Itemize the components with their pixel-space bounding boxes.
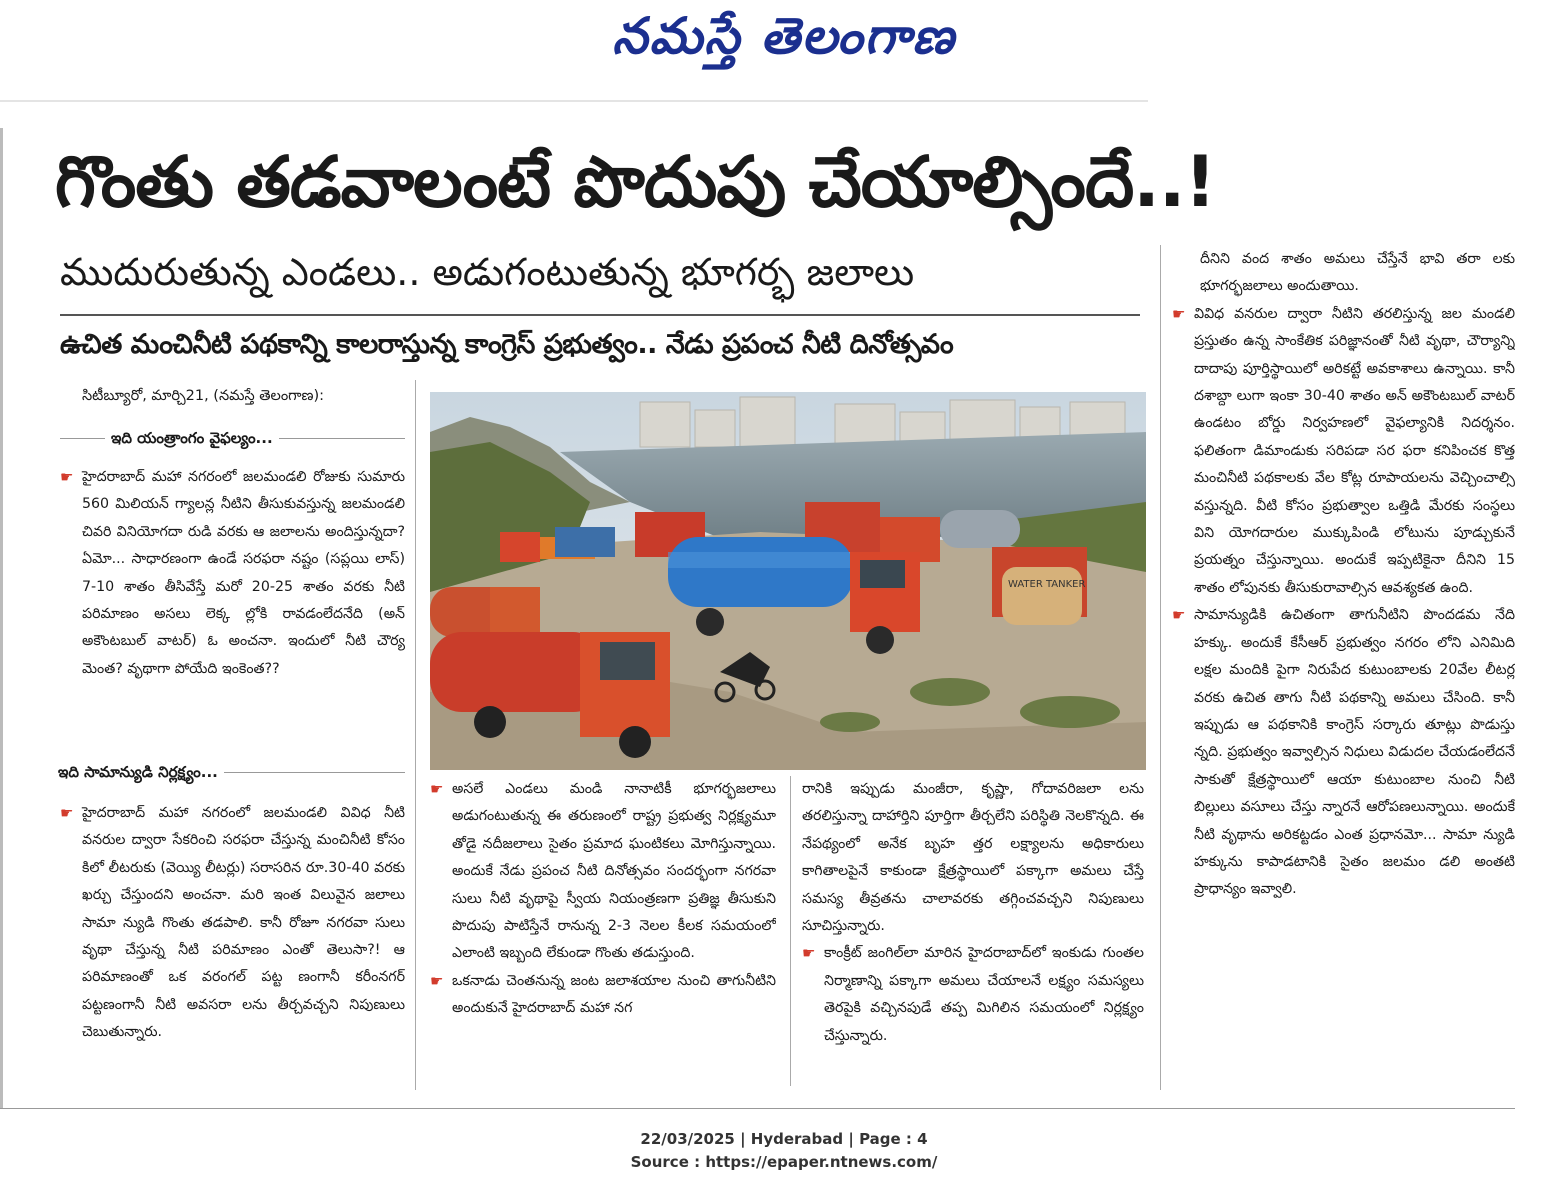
paragraph-text: అసలే ఎండలు మండి నానాటికీ భూగర్భజలాలు అడుగంటుతున్న ఈ తరుణంలో రాష్ట్ర ప్రభుత్వ నిర్లక్ష్యమూ తోడై నదీజలాలు సైతం ప్రమాద ఘంటికలు మోగిస్తున్నాయి. అందుకే నేడు ప్రపంచ నీటి దినోత్సవం సందర్భంగా నగరవా సులు నీటి వృథాపై స్వీయ నియంత్రణగా ప్రతిజ్ఞ తీసుకుని పొదుపు పాటిస్తేనే రానున్న 2-3 నెలల కీలక సమయంలో ఎలాంటి ఇబ్బంది లేకుండా గొంతు తడుస్తుంది. [452,781,776,962]
hand-pointer-icon: ☛ [802,944,816,963]
paragraph [1172,246,1515,301]
subheadline: ముదురుతున్న ఎండలు.. అడుగంటుతున్న భూగర్భ జలాలు [60,250,915,294]
paragraph [60,800,405,1047]
news-photo-water-tankers [430,392,1146,770]
paragraph-text: రానికి ఇప్పుడు మంజీరా, కృష్ణా, గోదావరిజలా లను తరలిస్తున్నా దాహార్తిని పూర్తిగా తీర్చలేని పరిస్థితి నెలకొన్నది. ఈ నేపథ్యంలో అనేక బృహ త్తర లక్ష్యాలను అధికారులు కాగితాలపైనే కాకుండా క్షేత్రస్థాయిలో పక్కాగా అమలు చేస్తే సమస్య తీవ్రతను చాలావరకు తగ్గించవచ్చని నిపుణులు సూచిస్తున్నారు. [802,781,1144,935]
footer-source: Source : https://epaper.ntnews.com/ [630,1153,938,1171]
hand-pointer-icon: ☛ [430,780,444,798]
paragraph-text: హైదరాబాద్ మహా నగరంలో జలమండలి వివిధ నీటి వనరుల ద్వారా సేకరించి సరఫరా చేస్తున్న మంచినీటి కోసం కిలో లీటరుకు (వెయ్యి లీటర్లు) సరాసరిన రూ.30-40 వరకు ఖర్చు చేస్తుందని అంచనా. మరి ఇంత విలువైన జలాలు సామా న్యుడి గొంతు తడపాలి. కానీ రోజూ నగరవా సులు వృథా చేస్తున్న నీటి పరిమాణం ఎంతో తెలుసా?! ఆ పరిమాణంతో ఒక వరంగల్ పట్ట ణంగానీ కరీంనగర్ పట్టణంగానీ నీటి అవసరా లను తీర్చవచ్చని నిపుణులు చెబుతున్నారు. [82,805,405,1041]
paragraph-text: సామాన్యుడికి ఉచితంగా తాగునీటిని పొందడమ నేది హక్కు. అందుకే కేసీఆర్ ప్రభుత్వం నగరం లోని ఎనిమిది లక్షల మందికి పైగా నిరుపేద కుటుంబాలకు 20వేల లీటర్ల వరకు ఉచిత తాగు నీటి పథకాన్ని అమలు చేసింది. కానీ ఇప్పుడు ఆ పథకానికి కాంగ్రెస్ సర్కారు తూట్లు పొడుస్తు న్నది. ప్రభుత్వం ఇవ్వాల్సిన నిధులు విడుదల చేయడంలేదనే సాకుతో క్షేత్రస్థాయిలో ఆయా కుటుంబాల నుంచి నీటి బిల్లులు వసూలు చేస్తు న్నారనే ఆరోపణలున్నాయి. అందుకే నీటి వృథాను అరికట్టడం ఎంత ప్రధానమో... సామా న్యుడి హక్కును కాపాడటానికి సైతం జలమం డలి అంతటి ప్రాధాన్యం ఇవ్వాలి. [1194,607,1515,898]
paragraph [60,464,405,683]
page-bottom-rule [0,1108,1515,1109]
column-1-bottom [60,800,405,1080]
masthead-divider [0,100,1148,102]
kicker-system-failure: ఇది యంత్రాంగం వైఫల్యం... [105,425,279,451]
paragraph [1172,602,1515,903]
subheadline-divider [60,314,1140,316]
column-1-top [60,464,405,746]
column-divider [1160,245,1161,1090]
hand-pointer-icon: ☛ [1172,304,1186,323]
tanker-label: WATER TANKER [1008,579,1086,590]
paragraph [802,776,1144,940]
masthead-logo: నమస్తే తెలంగాణ [612,6,956,65]
kicker-common-man-negligence: ఇది సామాన్యుడి నిర్లక్ష్యం... [52,759,224,785]
strapline: ఉచిత మంచినీటి పథకాన్ని కాలరాస్తున్న కాంగ్రెస్ ప్రభుత్వం.. నేడు ప్రపంచ నీటి దినోత్సవం [60,329,954,360]
paragraph [430,776,776,968]
hand-pointer-icon: ☛ [60,804,74,822]
paragraph [430,968,776,1023]
paragraph-text: కాంక్రీట్ జంగిల్‌లా మారిన హైదరాబాద్‌లో ఇంకుడు గుంతల నిర్మాణాన్ని పక్కాగా అమలు చేయాలనే లక్ష్యం సమస్యలు తెరపైకి వచ్చినపుడే తప్ప మిగిలిన సమయంలో నిర్లక్ష్యం చేస్తున్నారు. [824,945,1144,1044]
hand-pointer-icon: ☛ [430,971,444,990]
column-divider [790,776,791,1086]
page-left-border [0,128,3,1108]
paragraph [1172,301,1515,602]
paragraph-text: హైదరాబాద్ మహా నగరంలో జలమండలి రోజుకు సుమారు 560 మిలియన్ గ్యాలన్ల నీటిని తీసుకువస్తున్న జలమండలి చివరి వినియోగదా రుడి వరకు ఆ జలాలను అందిస్తున్నదా? ఏమో... సాధారణంగా ఉండే సరఫరా నష్టం (సప్లయి లాస్) 7-10 శాతం తీసివేస్తే మరో 20-25 శాతం వరకు నీటి పరిమాణం అసలు లెక్క ల్లోకి రావడంలేదనేది (అన్ అకౌంటబుల్ వాటర్) ఓ అంచనా. ఇందులో నీటి చౌర్య మెంత? వృథాగా పోయేది ఇంకెంత?? [82,469,405,677]
column-divider [415,380,416,1090]
column-2 [430,776,776,1086]
footer-date-page: 22/03/2025 | Hyderabad | Page : 4 [640,1130,928,1148]
hand-pointer-icon: ☛ [60,468,74,486]
paragraph-text: దీనిని వంద శాతం అమలు చేస్తేనే భావి తరా లకు భూగర్భజలాలు అందుతాయి. [1200,251,1515,295]
photo-illustration [430,392,1146,770]
paragraph-text: ఒకనాడు చెంతనున్న జంట జలాశయాల నుంచి తాగునీటిని అందుకునే హైదరాబాద్ మహా నగ [452,972,776,1017]
column-4 [1172,246,1515,1090]
paragraph [802,940,1144,1050]
hand-pointer-icon: ☛ [1172,606,1186,625]
headline: గొంతు తడవాలంటే పొదుపు చేయాల్సిందే..! [55,141,1216,223]
paragraph-text: వివిధ వనరుల ద్వారా నీటిని తరలిస్తున్న జల మండలి ప్రస్తుతం ఉన్న సాంకేతిక పరిజ్ఞానంతో నీటి వృథా, చౌర్యాన్ని దాదాపు పూర్తిస్థాయిలో అరికట్టే అవకాశాలు ఉన్నాయి. కానీ దశాబ్దా లుగా ఇంకా 30-40 శాతం అన్ అకౌంటబుల్ వాటర్ ఉండటం బోర్డు నిర్వహణలో వైఫల్యానికి నిదర్శనం. ఫలితంగా డిమాండుకు సరిపడా సర ఫరా కనిపించక కొత్త మంచినీటి పథకాలకు వేల కోట్ల రూపాయలను వెచ్చించాల్సి వస్తున్నది. వీటి కోసం ప్రభుత్వాల ఒత్తిడి మేరకు సంస్థలు విని యోగదారుల ముక్కుపిండి లోటును పూడ్చుకునే ప్రయత్నం చేస్తున్నాయి. అందుకే ఇప్పటికైనా దీనిని 15 శాతం లోపునకు తీసుకురావాల్సిన ఆవశ్యకత ఉంది. [1194,305,1515,596]
column-3 [802,776,1144,1086]
dateline: సిటీబ్యూరో, మార్చి21, (నమస్తే తెలంగాణ): [82,388,325,404]
